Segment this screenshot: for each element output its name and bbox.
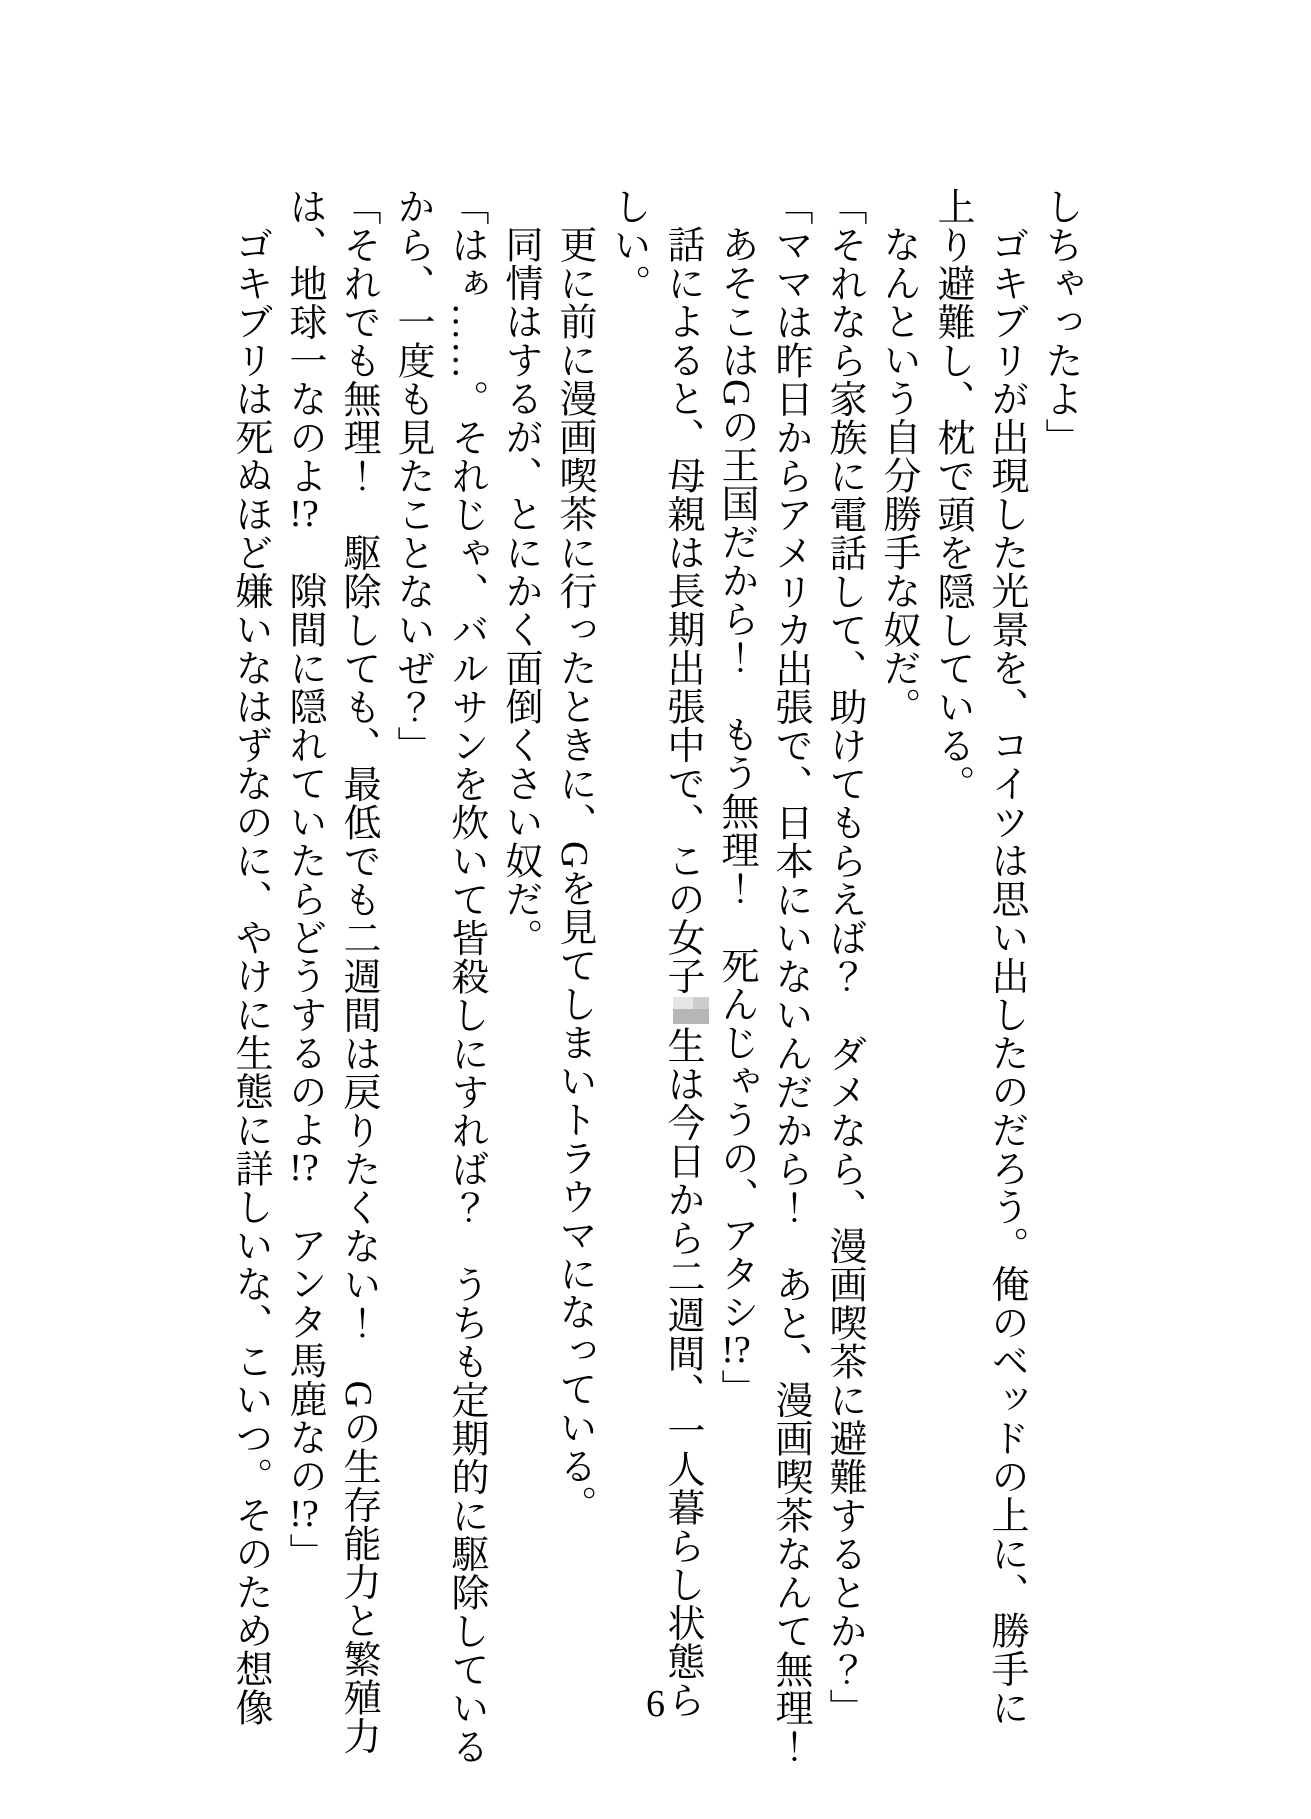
text-line: 上り避難し、枕で頭を隠している。 [931,187,973,803]
text-line: 「ママは昨日からアメリカ出張で、日本にいないんだから！ あと、漫画喫茶なんて無理！ [769,187,811,1766]
tatechuyoko-text: !? [289,1149,319,1187]
text-line: 「それなら家族に電話して、助けてもらえば？ ダメなら、漫画喫茶に避難するとか？」 [823,187,865,1727]
text-line: 「それでも無理！ 駆除しても、最低でも二週間は戻りたくない！ Gの生存能力と繁殖力 [337,187,379,1755]
text-line: ゴキブリが出現した光景を、コイツは思い出したのだろう。俺のベッドの上に、勝手に [985,225,1027,1727]
text-line: 「はぁ……。それじゃ、バルサンを炊いて皆殺しにすれば？ うちも定期的に駆除している [445,187,487,1766]
text-line: 話によると、母親は長期出張中で、この女子生は今日から二週間、一人暮らし状態ら [655,187,709,1772]
censor-mosaic [673,997,709,1024]
page-text [223,187,1087,1772]
text-line: しちゃったよ」 [1039,187,1081,457]
text-line: 同情はするが、とにかく面倒くさい奴だ。 [499,225,541,957]
text-line: あそこはGの王国だから！ もう無理！ 死んじゃうの、アタシ!?」 [715,225,757,1408]
page-number: 6 [646,1683,665,1725]
text-line: ゴキブリは死ぬほど嫌いなはずなのに、やけに生態に詳しいな、こいつ。そのため想像 [229,225,271,1727]
text-line: なんという自分勝手な奴だ。 [877,225,919,726]
tatechuyoko-text: !? [289,1495,319,1533]
text-line: から、一度も見たことないぜ？」 [391,187,433,765]
tatechuyoko-text: !? [289,495,319,533]
text-line: 更に前に漫画喫茶に行ったときに、Gを見てしまいトラウマになっている。 [553,225,595,1524]
text-line: は、地球一なのよ!? 隙間に隠れていたらどうするのよ!? アンタ馬鹿なの!?」 [283,187,325,1572]
tatechuyoko-text: !? [721,1330,751,1369]
text-line: しい。 [607,187,649,303]
